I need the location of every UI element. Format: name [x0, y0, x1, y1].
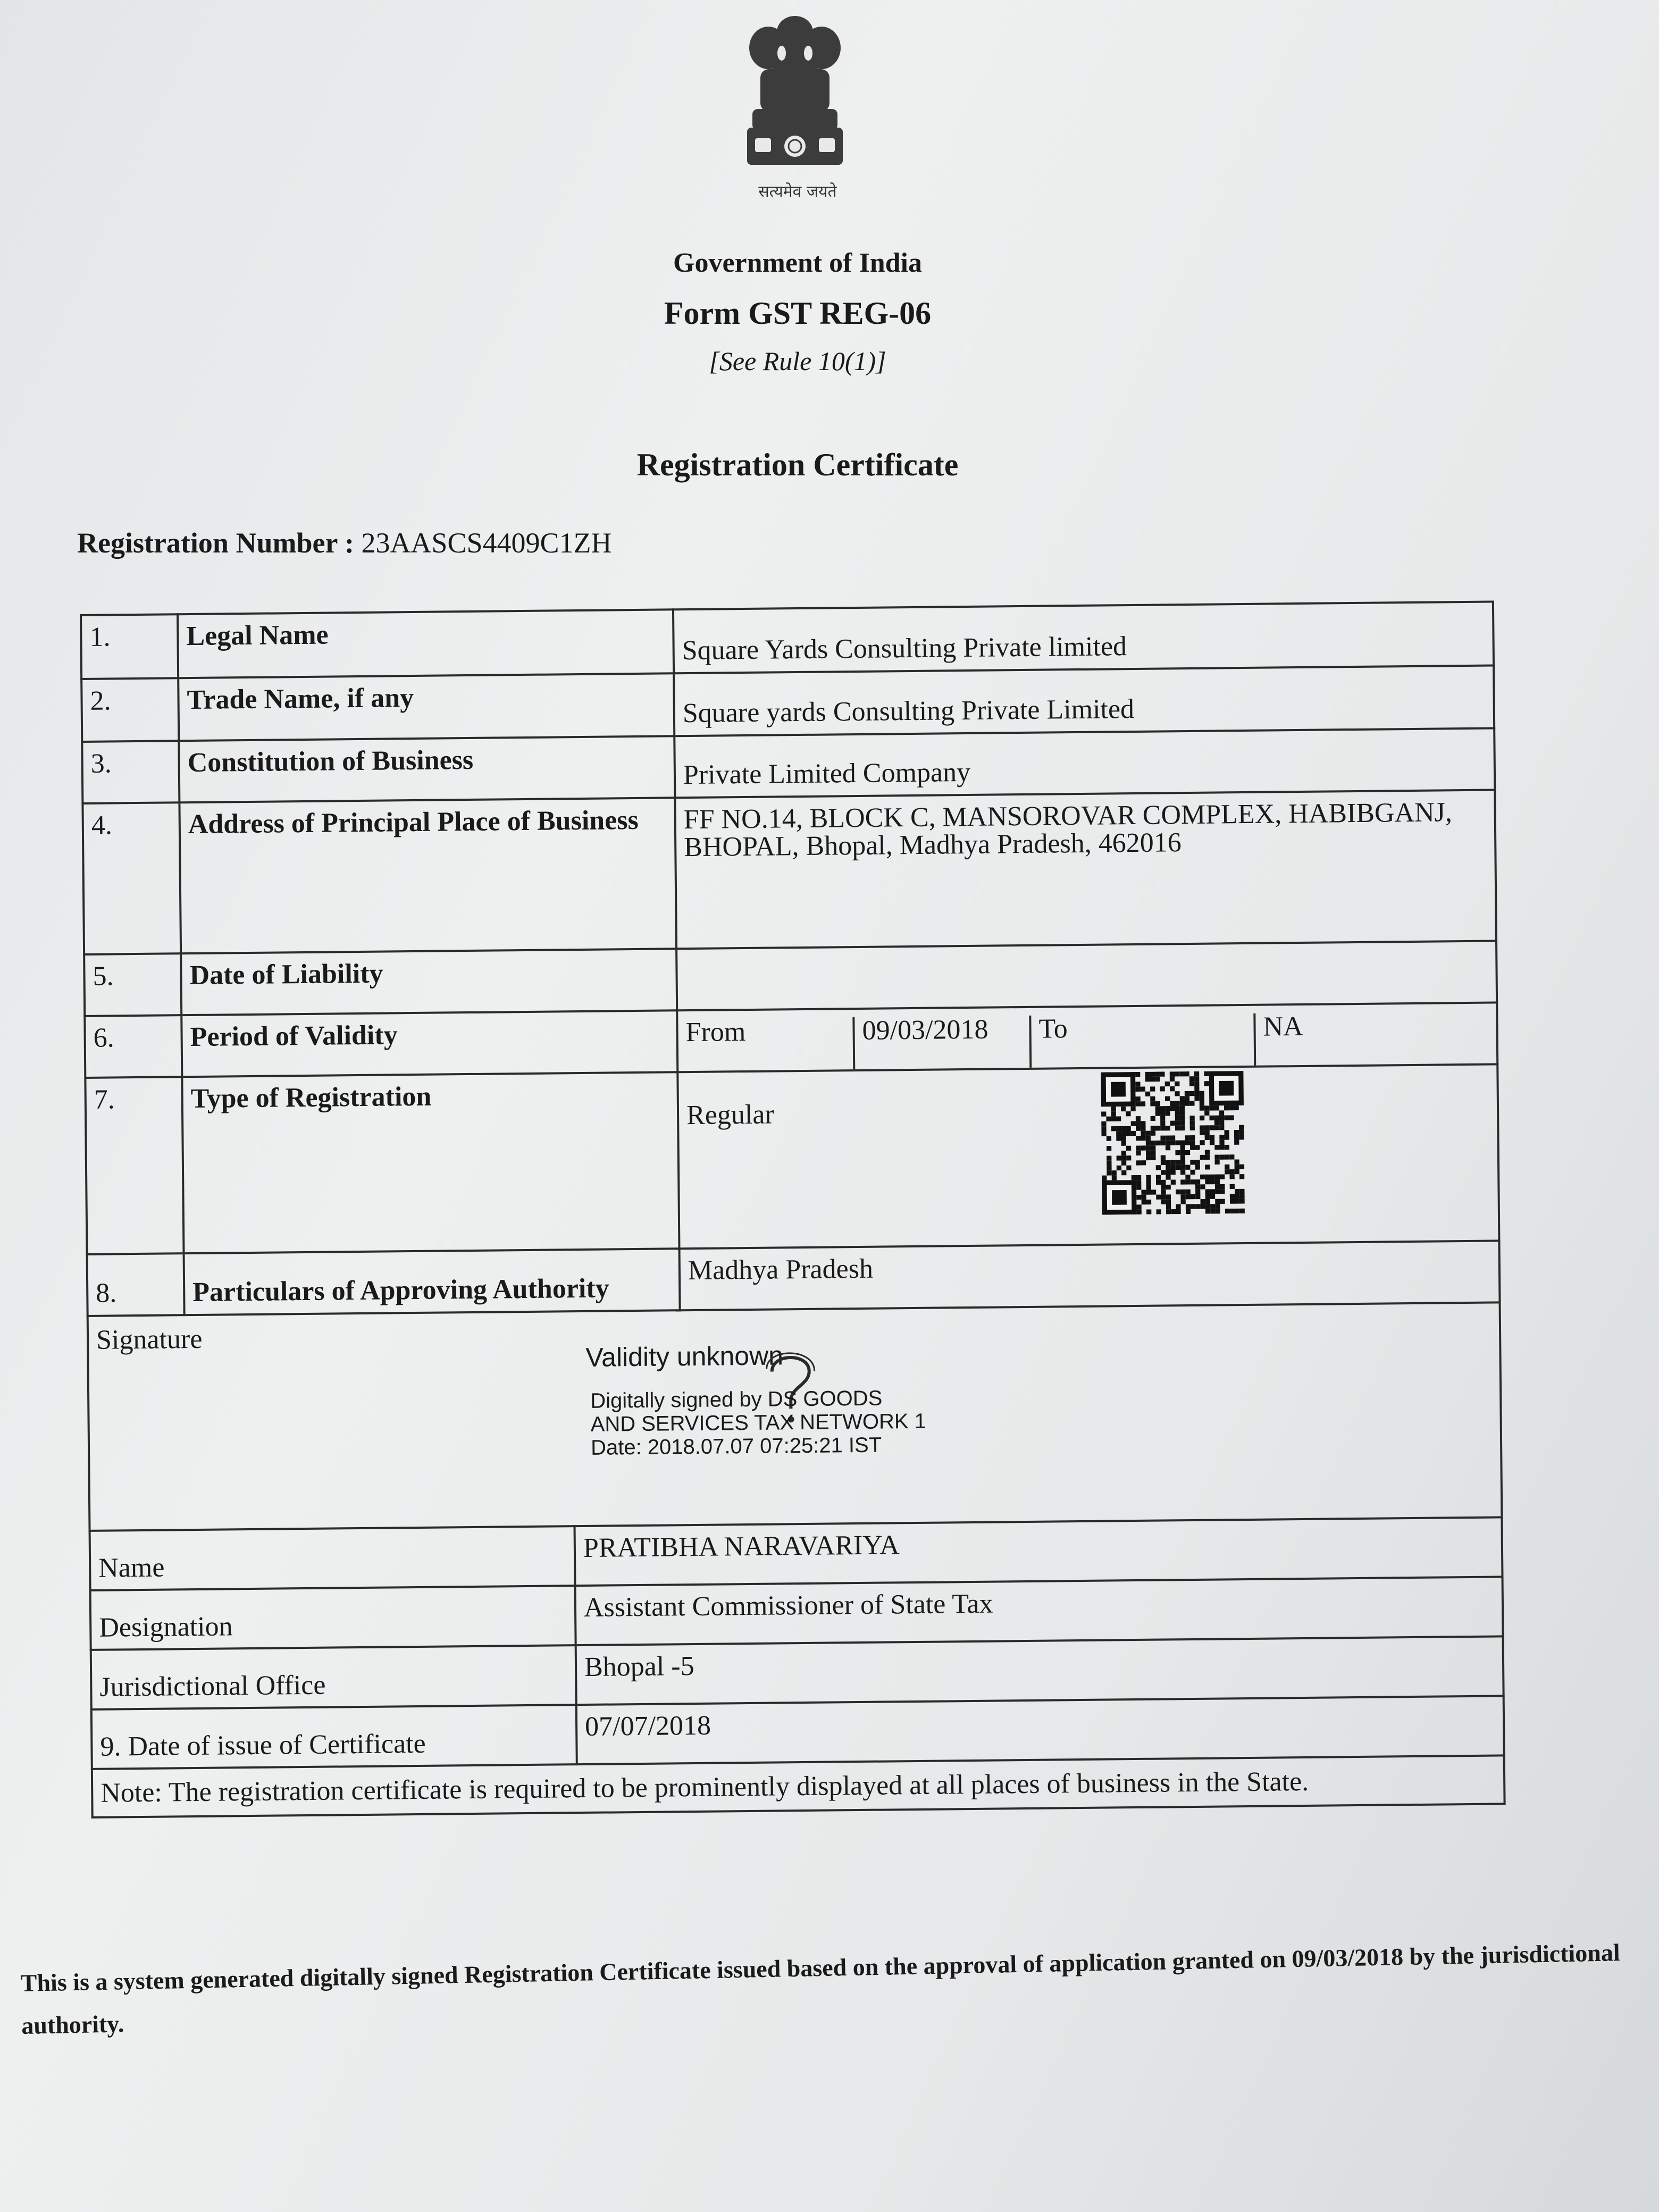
certificate-table — [80, 600, 1503, 1529]
row-label: Particulars of Approving Authority — [184, 1249, 680, 1315]
registration-number-label: Registration Number : — [77, 527, 354, 559]
period-cell — [677, 1002, 1497, 1072]
officer-value: 07/07/2018 — [576, 1696, 1504, 1764]
row-number: 5. — [84, 953, 181, 1016]
signature-line: AND SERVICES TAX NETWORK 1 — [590, 1409, 927, 1436]
form-title: Form GST REG-06 — [664, 296, 932, 331]
officer-value: Bhopal -5 — [576, 1636, 1504, 1705]
registration-number — [77, 526, 612, 559]
row-value: Square Yards Consulting Private limited — [673, 601, 1494, 673]
row-value: Regular — [686, 1099, 774, 1131]
period-from-label: From — [685, 1017, 746, 1048]
officer-value: PRATIBHA NARAVARIYA — [575, 1517, 1503, 1586]
row-label: Type of Registration — [182, 1072, 679, 1253]
signature-row — [88, 1302, 1502, 1529]
period-to-label: To — [1030, 1013, 1255, 1068]
period-row — [685, 1011, 1489, 1071]
certificate-table-wrap — [80, 600, 1506, 1818]
officer-value: Assistant Commissioner of State Tax — [575, 1577, 1503, 1645]
period-to-value: NA — [1254, 1011, 1489, 1066]
rule-reference: [See Rule 10(1)] — [709, 346, 886, 376]
row-label: Trade Name, if any — [178, 673, 674, 741]
row-number: 1. — [81, 614, 178, 679]
system-generated-footer: This is a system generated digitally signed Registration Certificate issued based on the approval of application granted on 09/03/2018 by the jurisdictional authority. — [20, 1939, 1621, 2039]
registration-number-value: 23AASCS4409C1ZH — [361, 527, 612, 559]
signature-label: Signature — [96, 1323, 203, 1355]
certificate-title: Registration Certificate — [636, 447, 959, 482]
signature-line: Date: 2018.07.07 07:25:21 IST — [590, 1433, 882, 1460]
signature-cell — [88, 1302, 1502, 1529]
digital-signature-details — [590, 1386, 926, 1460]
row-label: Constitution of Business — [179, 736, 675, 802]
officer-label: 9. Date of issue of Certificate — [91, 1705, 577, 1769]
row-number: 8. — [87, 1253, 185, 1316]
period-from-value: 09/03/2018 — [853, 1016, 1030, 1069]
officer-table — [89, 1516, 1505, 1770]
row-value: Square yards Consulting Private Limited — [674, 665, 1494, 736]
qr-code-icon — [1097, 1071, 1248, 1215]
officer-label: Name — [90, 1526, 575, 1590]
row-label: Date of Liability — [181, 949, 677, 1015]
row-label: Period of Validity — [181, 1010, 677, 1077]
officer-label: Designation — [90, 1586, 576, 1650]
period-table — [685, 1011, 1489, 1071]
national-emblem-icon — [731, 11, 859, 181]
emblem-motto: सत्यमेव जयते — [758, 182, 837, 201]
registration-type-cell — [677, 1064, 1499, 1249]
government-heading: Government of India — [673, 248, 922, 278]
row-label: Address of Principal Place of Business — [179, 798, 676, 953]
officer-label: Jurisdictional Office — [91, 1645, 576, 1710]
row-number: 7. — [85, 1077, 183, 1254]
row-number: 3. — [82, 741, 179, 803]
table-row — [85, 1064, 1499, 1254]
signature-line: Digitally signed by DS GOODS — [590, 1386, 883, 1413]
row-label: Legal Name — [178, 609, 674, 678]
row-value — [676, 941, 1497, 1010]
table-row — [82, 790, 1496, 954]
display-note: Note: The registration certificate is required to be prominently displayed at all places of business in the State. — [91, 1756, 1506, 1819]
row-value: Private Limited Company — [674, 728, 1495, 798]
row-number: 4. — [82, 802, 181, 954]
row-number: 6. — [85, 1015, 182, 1078]
row-value: Madhya Pradesh — [680, 1241, 1500, 1310]
signature-validity-status: Validity unknown — [585, 1340, 784, 1372]
signature-box — [96, 1304, 1494, 1530]
row-number: 2. — [81, 678, 179, 742]
row-value: FF NO.14, BLOCK C, MANSOROVAR COMPLEX, HABIBGANJ, BHOPAL, Bhopal, Madhya Pradesh, 462016 — [675, 790, 1496, 949]
